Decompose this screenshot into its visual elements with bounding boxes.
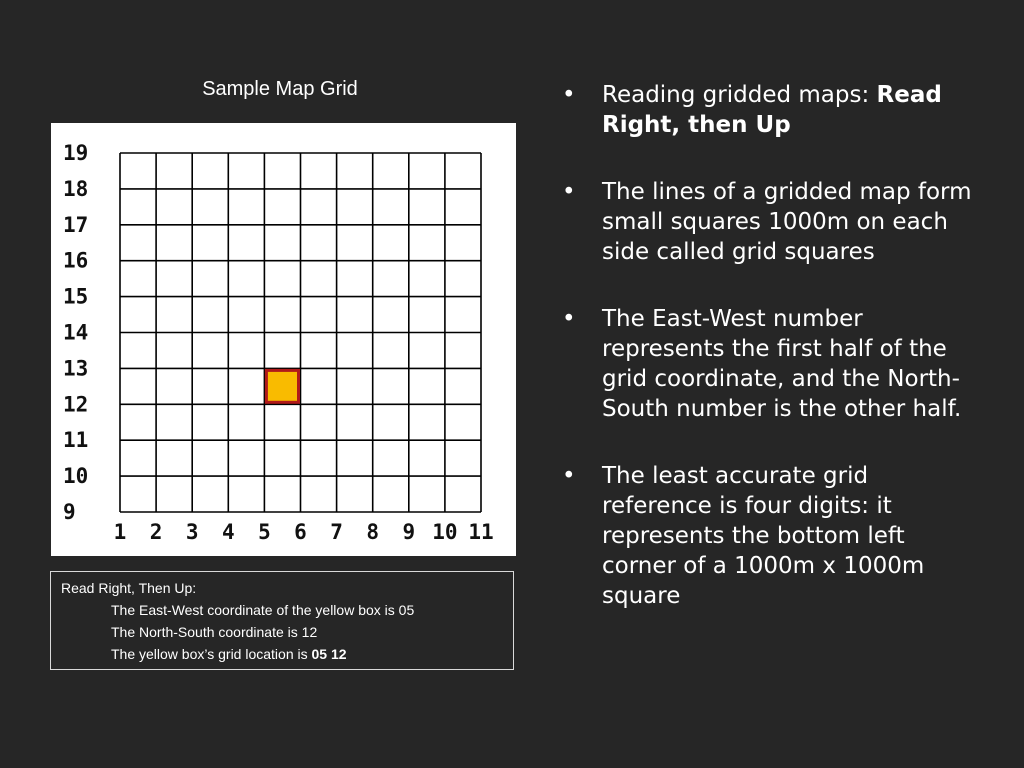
x-axis-label: 10 (432, 520, 458, 544)
x-axis-labels (114, 520, 494, 544)
y-axis-label: 17 (63, 212, 89, 237)
bullet-icon: • (562, 463, 576, 489)
x-axis-label: 4 (221, 520, 235, 544)
x-axis-label: 11 (468, 520, 494, 544)
bullet-item (560, 304, 980, 424)
bullet-item (560, 80, 980, 140)
map-title: Sample Map Grid (202, 78, 358, 100)
bullet-text: The East-West number represents the first half of the grid coordinate, and the North-South number is the other half. (602, 306, 962, 422)
caption-location (61, 643, 513, 665)
bullet-text: Reading gridded maps: (602, 82, 877, 108)
y-axis-label: 19 (63, 141, 89, 165)
bullet-text: The lines of a gridded map form small squares 1000m on each side called grid squares (602, 179, 972, 265)
x-axis-label: 2 (149, 520, 163, 544)
y-axis-label: 16 (63, 248, 89, 273)
x-axis-label: 5 (258, 520, 271, 544)
y-axis-labels (63, 141, 88, 524)
yellow-grid-square (266, 370, 298, 402)
y-axis-label: 11 (63, 428, 89, 453)
highlight-layer (266, 370, 298, 402)
caption-northing: The North-South coordinate is 12 (111, 624, 318, 640)
caption-location-prefix: The yellow box’s grid location is (111, 646, 312, 662)
x-axis-label: 3 (185, 520, 199, 544)
bullet-text: The least accurate grid reference is four digits: it represents the bottom left corner of a 1000m x 1000m square (602, 463, 925, 609)
y-axis-label: 10 (63, 464, 89, 489)
y-axis-label: 14 (63, 320, 89, 345)
bullet-item (560, 177, 980, 267)
grid-lines (120, 153, 481, 512)
y-axis-label: 15 (63, 284, 89, 309)
map-grid-panel (51, 123, 516, 556)
bullet-icon: • (562, 179, 576, 205)
bullet-icon: • (562, 306, 576, 332)
x-axis-label: 6 (294, 520, 307, 544)
y-axis-label: 9 (63, 500, 76, 524)
caption-easting: The East-West coordinate of the yellow box is 05 (111, 602, 415, 618)
y-axis-label: 18 (63, 176, 89, 201)
bullet-list (560, 80, 980, 648)
caption-box (50, 571, 514, 670)
x-axis-label: 9 (402, 520, 416, 544)
y-axis-label: 12 (63, 392, 89, 417)
caption-heading: Read Right, Then Up: (61, 580, 197, 596)
bullet-item (560, 461, 980, 611)
x-axis-label: 8 (366, 520, 380, 544)
bullet-icon: • (562, 82, 576, 108)
bullet-bold-text: Read Right, then Up (602, 82, 942, 138)
map-grid (51, 123, 516, 556)
x-axis-label: 1 (113, 520, 127, 544)
caption-location-value: 05 12 (311, 646, 347, 662)
x-axis-label: 7 (330, 520, 343, 544)
y-axis-label: 13 (63, 356, 89, 381)
